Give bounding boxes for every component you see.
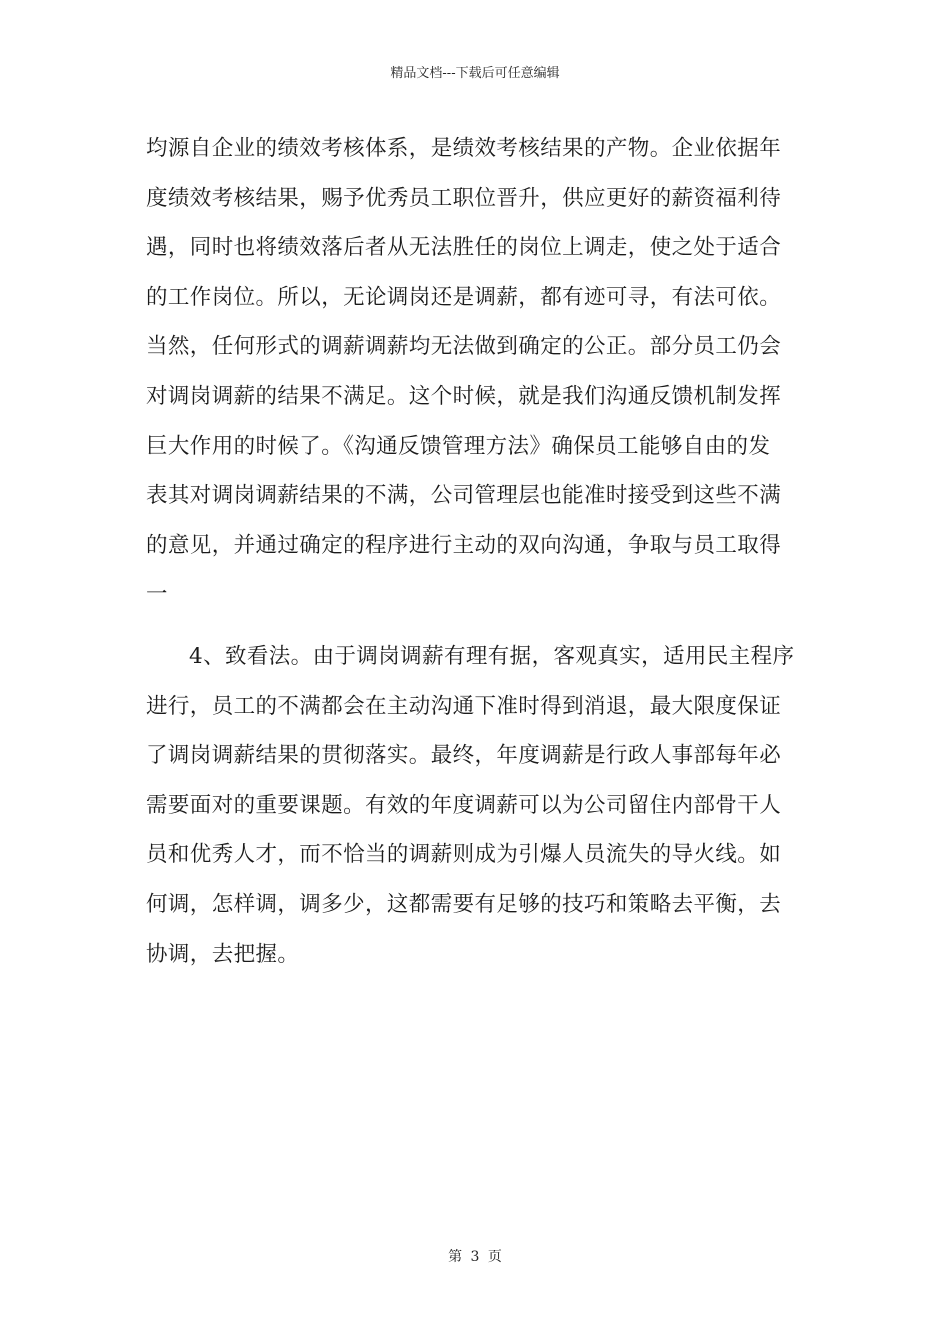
text-line: 度绩效考核结果，赐予优秀员工职位晋升，供应更好的薪资福利待: [146, 185, 782, 211]
text-line: 员和优秀人才，而不恰当的调薪则成为引爆人员流失的导火线。如: [146, 842, 782, 868]
text-line: 遇，同时也将绩效落后者从无法胜任的岗位上调走，使之处于适合: [146, 235, 782, 261]
text-line: 了调岗调薪结果的贯彻落实。最终，年度调薪是行政人事部每年必: [146, 743, 782, 769]
paragraph-2: [146, 640, 806, 987]
text-line: 均源自企业的绩效考核体系，是绩效考核结果的产物。企业依据年: [146, 136, 782, 161]
paragraph-gap: [146, 628, 806, 640]
document-body: [146, 132, 806, 987]
text-line: 的意见，并通过确定的程序进行主动的双向沟通，争取与员工取得: [146, 532, 782, 558]
text-line: 进行，员工的不满都会在主动沟通下准时得到消退，最大限度保证: [146, 693, 782, 719]
page-label-suffix: 页: [487, 1249, 502, 1265]
text-line: 当然，任何形式的调薪调薪均无法做到确定的公正。部分员工仍会: [146, 334, 782, 360]
text-line: 的工作岗位。所以，无论调岗还是调薪，都有迹可寻，有法可依。: [146, 284, 782, 310]
paragraph-1: [146, 132, 806, 628]
page-footer: [0, 1246, 950, 1266]
text-line: 何调，怎样调，调多少，这都需要有足够的技巧和策略去平衡，去: [146, 891, 782, 917]
text-line: 巨大作用的时候了。《沟通反馈管理方法》确保员工能够自由的发: [146, 433, 771, 459]
page-header: 精品文档---下载后可任意编辑: [390, 66, 560, 81]
text-line: 4、致看法。由于调岗调薪有理有据，客观真实，适用民主程序: [189, 643, 795, 669]
text-line: 一: [146, 582, 168, 608]
text-line: 表其对调岗调薪结果的不满，公司管理层也能准时接受到这些不满: [146, 483, 782, 509]
text-line: 对调岗调薪的结果不满足。这个时候，就是我们沟通反馈机制发挥: [146, 383, 782, 409]
page-label-prefix: 第: [448, 1249, 463, 1265]
text-line: 需要面对的重要课题。有效的年度调薪可以为公司留住内部骨干人: [146, 792, 782, 818]
text-line: 协调，去把握。: [146, 941, 300, 967]
page-number: 3: [470, 1249, 480, 1265]
